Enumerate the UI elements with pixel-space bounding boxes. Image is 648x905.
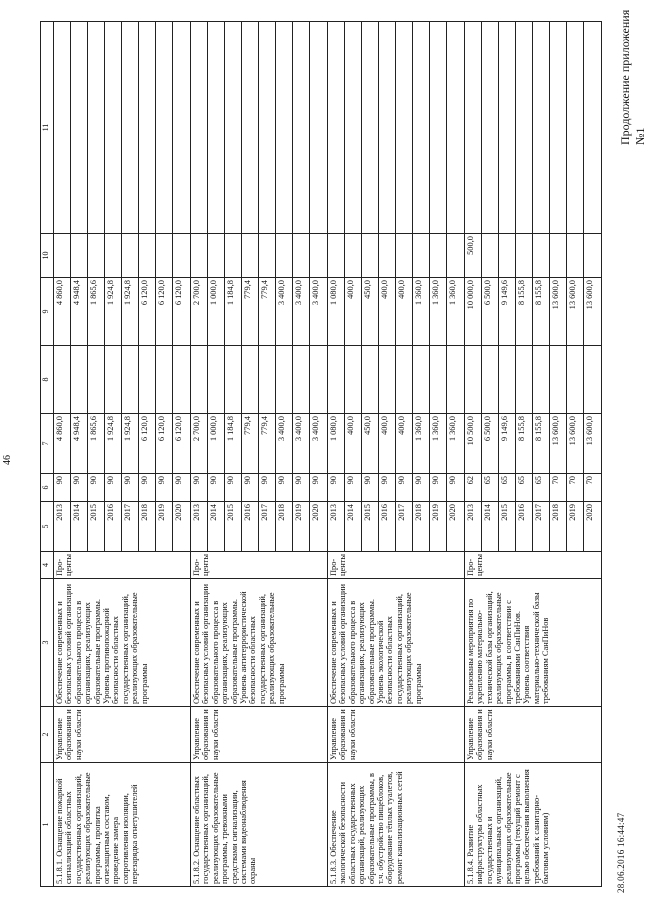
value-cell xyxy=(208,234,225,278)
value-cell: 6 500,0 xyxy=(482,414,499,474)
value-cell: 1 000,0 xyxy=(208,278,225,346)
year-cell: 2018 xyxy=(139,502,156,552)
year-cell: 2018 xyxy=(550,502,567,552)
value-cell: 400,0 xyxy=(345,278,362,346)
value-cell: 90 xyxy=(328,474,345,502)
column-number: 10 xyxy=(41,234,54,278)
year-cell: 2016 xyxy=(105,502,122,552)
value-cell: 1 360,0 xyxy=(430,414,447,474)
footer-timestamp: 28.06.2016 16:44:47 xyxy=(616,812,626,893)
value-cell xyxy=(362,234,379,278)
value-cell xyxy=(533,234,550,278)
value-cell xyxy=(499,346,516,414)
value-cell xyxy=(396,346,413,414)
measure-c3 xyxy=(54,579,191,707)
value-cell xyxy=(122,234,139,278)
value-cell xyxy=(584,22,602,234)
value-cell xyxy=(276,234,293,278)
cell-text: Реализованы мероприятия по укреплению материально-технической базы организаций, реализующих образовательные программы, в соответствии с требованиями СанПиНов. Уровень соответствия материально-технической базы требованиям СанПиНов xyxy=(466,591,551,704)
value-cell xyxy=(139,346,156,414)
cell-text: Управление образования и науки области xyxy=(55,709,83,760)
cell-text: Обеспечение современных и безопасных условий организации образовательного процесса в организациях, реализующих образовательные программы. Уровень противопожарной безопасности областных государственных организаций, реализующих образовательные программы xyxy=(55,584,149,704)
value-cell: 779,4 xyxy=(242,278,259,346)
value-cell xyxy=(208,22,225,234)
value-cell xyxy=(567,234,584,278)
value-cell xyxy=(259,22,276,234)
value-cell: 3 400,0 xyxy=(310,414,328,474)
value-cell xyxy=(208,346,225,414)
column-number: 6 xyxy=(41,474,54,502)
value-cell xyxy=(567,346,584,414)
value-cell: 90 xyxy=(191,474,208,502)
value-cell: 90 xyxy=(413,474,430,502)
year-cell: 2014 xyxy=(482,502,499,552)
value-cell: 8 155,8 xyxy=(516,414,533,474)
column-number: 9 xyxy=(41,278,54,346)
value-cell xyxy=(310,346,328,414)
value-cell xyxy=(173,346,191,414)
value-cell: 400,0 xyxy=(345,414,362,474)
value-cell xyxy=(362,22,379,234)
year-cell: 2019 xyxy=(156,502,173,552)
value-cell xyxy=(499,234,516,278)
value-cell: 400,0 xyxy=(379,278,396,346)
value-cell xyxy=(54,234,71,278)
value-cell xyxy=(482,346,499,414)
value-cell: 6 120,0 xyxy=(139,278,156,346)
value-cell: 500,0 xyxy=(465,234,482,278)
value-cell xyxy=(88,234,105,278)
value-cell xyxy=(516,22,533,234)
value-cell: 1 360,0 xyxy=(413,278,430,346)
value-cell: 400,0 xyxy=(379,414,396,474)
value-cell: 10 000,0 xyxy=(465,278,482,346)
cell-text: Обеспечение современных и безопасных условий организации образовательного процесса в организациях, реализующих образовательные программы. Уровень антитеррористической безопасности областных государственных организаций, реализующих образовательные программы xyxy=(192,584,286,704)
year-cell: 2015 xyxy=(225,502,242,552)
cell-text: Управление образования и науки области xyxy=(329,709,357,760)
value-cell: 90 xyxy=(208,474,225,502)
measure-c1 xyxy=(328,763,465,887)
value-cell: 9 149,6 xyxy=(499,278,516,346)
column-number-row xyxy=(41,22,54,887)
cell-text: 5.1.8.2. Оснащение областных государственных организаций, реализующих образовательные программы, тревожными средствами сигнализации, системами видеонаблюдения охраны xyxy=(192,772,258,884)
value-cell xyxy=(516,234,533,278)
value-cell: 90 xyxy=(276,474,293,502)
measure-c4 xyxy=(191,552,328,579)
cell-text: 5.1.8.1. Оснащение пожарной сигнализацией областных государственных организаций, реализующих образовательные программы, пропитка огнезащитным составом, проведение замера сопротивления изоляции, перезарядка огнетушителей xyxy=(55,772,140,884)
value-cell: 70 xyxy=(550,474,567,502)
value-cell xyxy=(293,22,310,234)
value-cell: 1 360,0 xyxy=(430,278,447,346)
value-cell xyxy=(156,346,173,414)
cell-text: Про-центы xyxy=(55,554,74,576)
value-cell: 3 400,0 xyxy=(276,278,293,346)
value-cell xyxy=(310,22,328,234)
year-cell: 2019 xyxy=(430,502,447,552)
value-cell xyxy=(413,22,430,234)
value-cell: 13 600,0 xyxy=(584,278,602,346)
value-cell xyxy=(122,346,139,414)
value-cell xyxy=(584,234,602,278)
column-number: 11 xyxy=(41,22,54,234)
year-cell: 2020 xyxy=(447,502,465,552)
year-cell: 2017 xyxy=(122,502,139,552)
value-cell: 4 948,4 xyxy=(71,278,88,346)
measure-c1 xyxy=(54,763,191,887)
value-cell: 8 155,8 xyxy=(516,278,533,346)
value-cell: 450,0 xyxy=(362,278,379,346)
value-cell: 2 700,0 xyxy=(191,414,208,474)
value-cell xyxy=(328,234,345,278)
value-cell xyxy=(516,346,533,414)
year-cell: 2016 xyxy=(242,502,259,552)
value-cell xyxy=(430,22,447,234)
value-cell xyxy=(379,22,396,234)
value-cell xyxy=(88,22,105,234)
value-cell: 3 400,0 xyxy=(293,278,310,346)
value-cell: 13 600,0 xyxy=(567,278,584,346)
value-cell xyxy=(293,234,310,278)
value-cell: 1 924,8 xyxy=(105,278,122,346)
table-row xyxy=(328,22,345,887)
value-cell: 6 500,0 xyxy=(482,278,499,346)
value-cell xyxy=(54,22,71,234)
value-cell xyxy=(156,22,173,234)
value-cell xyxy=(71,22,88,234)
year-cell: 2019 xyxy=(567,502,584,552)
value-cell: 9 149,6 xyxy=(499,414,516,474)
value-cell xyxy=(225,346,242,414)
measure-c2 xyxy=(328,707,465,763)
value-cell xyxy=(293,346,310,414)
value-cell xyxy=(242,22,259,234)
value-cell xyxy=(156,234,173,278)
value-cell xyxy=(328,346,345,414)
cell-text: Управление образования и науки области xyxy=(466,709,494,760)
value-cell: 1 360,0 xyxy=(447,278,465,346)
value-cell xyxy=(362,346,379,414)
year-cell: 2017 xyxy=(396,502,413,552)
value-cell xyxy=(71,234,88,278)
cell-text: 5.1.8.4. Развитие инфраструктуры областных государственных и муниципальных организаций, реализующих образовательные программы (текущий ремонт с целью обеспечения выполнения требований к санитарно-бытовым условиям) xyxy=(466,769,551,884)
value-cell xyxy=(105,234,122,278)
value-cell: 8 155,8 xyxy=(533,278,550,346)
value-cell: 70 xyxy=(584,474,602,502)
value-cell xyxy=(225,234,242,278)
value-cell: 13 600,0 xyxy=(567,414,584,474)
value-cell xyxy=(259,234,276,278)
measure-c2 xyxy=(191,707,328,763)
column-number: 3 xyxy=(41,579,54,707)
value-cell: 4 860,0 xyxy=(54,414,71,474)
column-number: 7 xyxy=(41,414,54,474)
value-cell xyxy=(550,22,567,234)
value-cell: 3 400,0 xyxy=(276,414,293,474)
value-cell xyxy=(447,346,465,414)
measure-c3 xyxy=(191,579,328,707)
value-cell: 90 xyxy=(379,474,396,502)
value-cell: 90 xyxy=(88,474,105,502)
value-cell xyxy=(447,22,465,234)
value-cell: 400,0 xyxy=(396,278,413,346)
value-cell xyxy=(139,234,156,278)
value-cell: 90 xyxy=(173,474,191,502)
value-cell xyxy=(430,346,447,414)
value-cell xyxy=(413,346,430,414)
value-cell xyxy=(54,346,71,414)
value-cell: 65 xyxy=(533,474,550,502)
value-cell xyxy=(379,234,396,278)
year-cell: 2020 xyxy=(584,502,602,552)
value-cell: 90 xyxy=(156,474,173,502)
value-cell: 70 xyxy=(567,474,584,502)
year-cell: 2019 xyxy=(293,502,310,552)
value-cell xyxy=(447,234,465,278)
year-cell: 2014 xyxy=(71,502,88,552)
table-row xyxy=(54,22,71,887)
value-cell xyxy=(105,22,122,234)
cell-text: Обеспечение современных и безопасных условий организации образовательного процесса в организациях, реализующих образовательные программы. Уровень экологической безопасности областных государственных организаций, реализующих образовательные программы xyxy=(329,584,423,704)
value-cell: 90 xyxy=(293,474,310,502)
year-cell: 2016 xyxy=(516,502,533,552)
year-cell: 2018 xyxy=(413,502,430,552)
value-cell: 13 600,0 xyxy=(584,414,602,474)
value-cell xyxy=(191,234,208,278)
value-cell: 1 924,8 xyxy=(122,278,139,346)
value-cell: 779,4 xyxy=(242,414,259,474)
value-cell: 6 120,0 xyxy=(156,278,173,346)
value-cell: 1 184,8 xyxy=(225,414,242,474)
year-cell: 2013 xyxy=(191,502,208,552)
cell-text: Про-центы xyxy=(192,554,211,576)
value-cell: 400,0 xyxy=(396,414,413,474)
value-cell: 1 360,0 xyxy=(413,414,430,474)
value-cell: 90 xyxy=(54,474,71,502)
measure-c1 xyxy=(191,763,328,887)
value-cell: 1 184,8 xyxy=(225,278,242,346)
measure-c4 xyxy=(328,552,465,579)
measure-c1 xyxy=(465,763,602,887)
value-cell: 13 600,0 xyxy=(550,278,567,346)
measure-c2 xyxy=(465,707,602,763)
value-cell: 90 xyxy=(362,474,379,502)
value-cell xyxy=(139,22,156,234)
value-cell: 2 700,0 xyxy=(191,278,208,346)
value-cell xyxy=(465,22,482,234)
value-cell: 3 400,0 xyxy=(310,278,328,346)
value-cell: 6 120,0 xyxy=(173,414,191,474)
year-cell: 2013 xyxy=(465,502,482,552)
page-number: 46 xyxy=(2,455,13,465)
column-number: 5 xyxy=(41,502,54,552)
value-cell: 90 xyxy=(447,474,465,502)
value-cell: 90 xyxy=(71,474,88,502)
value-cell: 90 xyxy=(430,474,447,502)
value-cell xyxy=(122,22,139,234)
value-cell xyxy=(550,234,567,278)
budget-table-body xyxy=(41,22,602,887)
value-cell: 90 xyxy=(259,474,276,502)
value-cell: 3 400,0 xyxy=(293,414,310,474)
value-cell: 779,4 xyxy=(259,414,276,474)
value-cell xyxy=(242,346,259,414)
value-cell: 65 xyxy=(482,474,499,502)
value-cell: 6 120,0 xyxy=(173,278,191,346)
value-cell xyxy=(550,346,567,414)
value-cell xyxy=(482,22,499,234)
cell-text: Про-центы xyxy=(466,554,485,576)
year-cell: 2014 xyxy=(208,502,225,552)
value-cell xyxy=(191,22,208,234)
value-cell xyxy=(328,22,345,234)
measure-c2 xyxy=(54,707,191,763)
cell-text: Управление образования и науки области xyxy=(192,709,220,760)
value-cell: 62 xyxy=(465,474,482,502)
value-cell: 6 120,0 xyxy=(156,414,173,474)
value-cell xyxy=(88,346,105,414)
column-number: 1 xyxy=(41,763,54,887)
year-cell: 2015 xyxy=(499,502,516,552)
value-cell xyxy=(191,346,208,414)
year-cell: 2020 xyxy=(173,502,191,552)
value-cell: 90 xyxy=(122,474,139,502)
year-cell: 2017 xyxy=(533,502,550,552)
value-cell: 1 000,0 xyxy=(208,414,225,474)
column-number: 4 xyxy=(41,552,54,579)
column-number: 8 xyxy=(41,346,54,414)
year-cell: 2014 xyxy=(345,502,362,552)
value-cell xyxy=(173,22,191,234)
column-number: 2 xyxy=(41,707,54,763)
value-cell: 6 120,0 xyxy=(139,414,156,474)
value-cell: 90 xyxy=(310,474,328,502)
measure-c3 xyxy=(465,579,602,707)
value-cell xyxy=(533,22,550,234)
value-cell: 13 600,0 xyxy=(550,414,567,474)
value-cell: 10 500,0 xyxy=(465,414,482,474)
year-cell: 2015 xyxy=(362,502,379,552)
value-cell xyxy=(345,22,362,234)
year-cell: 2013 xyxy=(54,502,71,552)
value-cell: 90 xyxy=(242,474,259,502)
value-cell xyxy=(465,346,482,414)
budget-table xyxy=(40,21,602,887)
value-cell: 1 080,0 xyxy=(328,278,345,346)
cell-text: Про-центы xyxy=(329,554,348,576)
value-cell xyxy=(276,22,293,234)
value-cell: 450,0 xyxy=(362,414,379,474)
value-cell: 4 948,4 xyxy=(71,414,88,474)
year-cell: 2017 xyxy=(259,502,276,552)
cell-text: 5.1.8.3. Обеспечение экологической безопасности областных государственных организаций, реализующих образовательные программы, в т.ч. обустройство пищеблоков, оборудование тёплых туалетов, ремонт канализационных сетей xyxy=(329,771,404,884)
measure-c4 xyxy=(54,552,191,579)
value-cell xyxy=(242,234,259,278)
value-cell xyxy=(225,22,242,234)
value-cell xyxy=(379,346,396,414)
value-cell: 4 860,0 xyxy=(54,278,71,346)
value-cell: 90 xyxy=(225,474,242,502)
year-cell: 2018 xyxy=(276,502,293,552)
value-cell: 1 360,0 xyxy=(447,414,465,474)
value-cell xyxy=(71,346,88,414)
value-cell xyxy=(499,22,516,234)
value-cell xyxy=(584,346,602,414)
value-cell xyxy=(396,22,413,234)
value-cell xyxy=(413,234,430,278)
value-cell xyxy=(105,346,122,414)
value-cell xyxy=(173,234,191,278)
value-cell xyxy=(396,234,413,278)
value-cell: 779,4 xyxy=(259,278,276,346)
value-cell: 1 865,6 xyxy=(88,414,105,474)
table-row xyxy=(465,22,482,887)
value-cell: 1 080,0 xyxy=(328,414,345,474)
value-cell xyxy=(567,22,584,234)
table-row xyxy=(191,22,208,887)
year-cell: 2016 xyxy=(379,502,396,552)
value-cell xyxy=(533,346,550,414)
value-cell: 1 865,6 xyxy=(88,278,105,346)
value-cell: 90 xyxy=(105,474,122,502)
value-cell xyxy=(430,234,447,278)
measure-c4 xyxy=(465,552,602,579)
value-cell xyxy=(345,346,362,414)
value-cell xyxy=(310,234,328,278)
value-cell: 8 155,8 xyxy=(533,414,550,474)
appendix-title: Продолжение приложения №1 xyxy=(618,9,647,145)
value-cell xyxy=(482,234,499,278)
year-cell: 2015 xyxy=(88,502,105,552)
value-cell: 90 xyxy=(345,474,362,502)
year-cell: 2013 xyxy=(328,502,345,552)
value-cell: 1 924,8 xyxy=(105,414,122,474)
value-cell: 90 xyxy=(139,474,156,502)
value-cell xyxy=(276,346,293,414)
value-cell xyxy=(259,346,276,414)
value-cell: 1 924,8 xyxy=(122,414,139,474)
measure-c3 xyxy=(328,579,465,707)
year-cell: 2020 xyxy=(310,502,328,552)
value-cell: 65 xyxy=(499,474,516,502)
value-cell: 65 xyxy=(516,474,533,502)
value-cell: 90 xyxy=(396,474,413,502)
value-cell xyxy=(345,234,362,278)
